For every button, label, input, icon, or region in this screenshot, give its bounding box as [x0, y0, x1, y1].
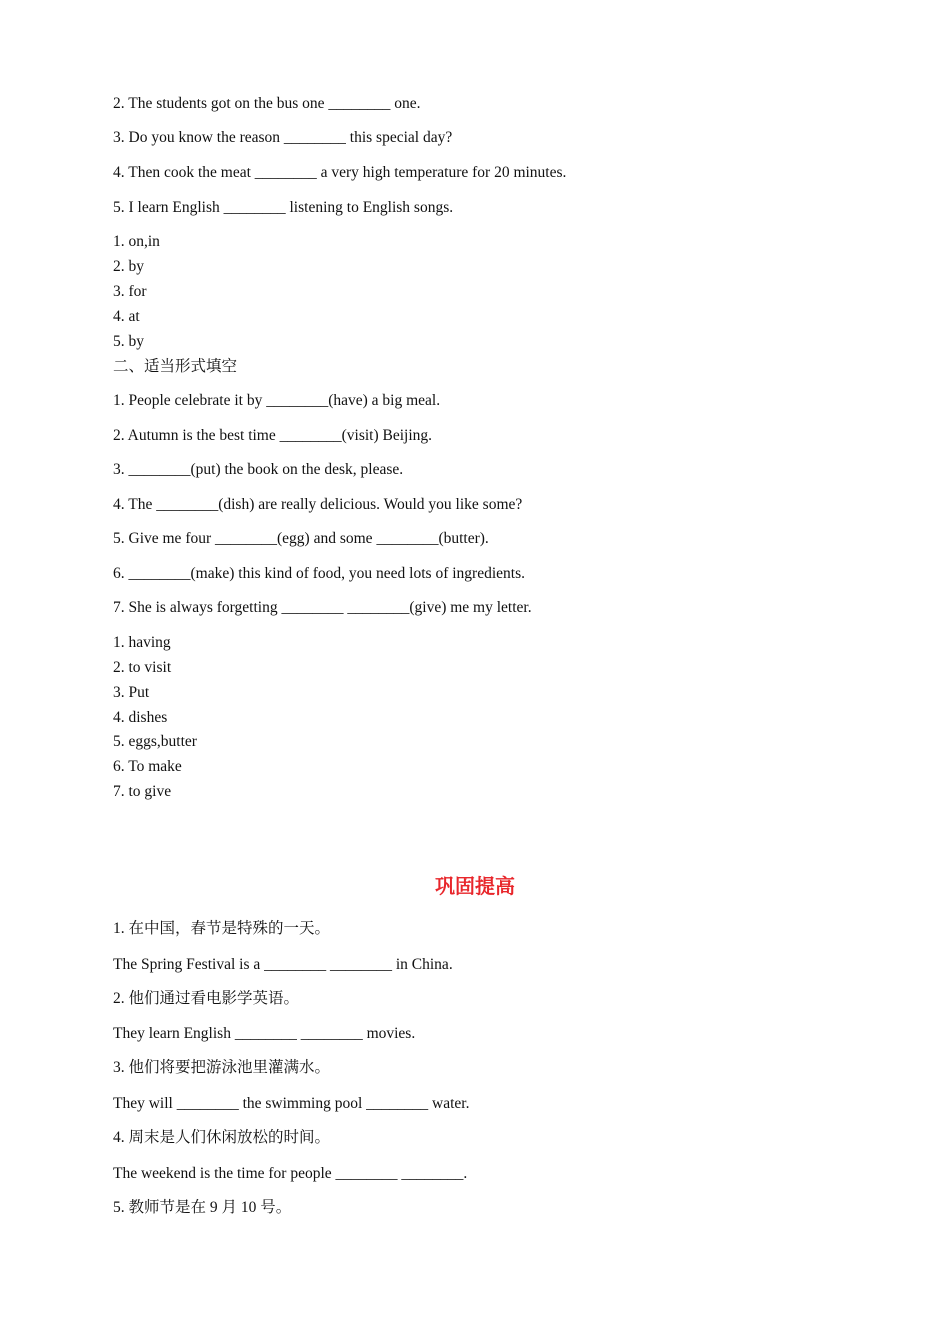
fill-answer-3: 3. Put [113, 684, 150, 701]
section-title: 巩固提高 [435, 874, 515, 898]
question-4: 4. Then cook the meat ________ a very high temperature for 20 minutes. [113, 164, 567, 181]
fill-question-5: 5. Give me four ________(egg) and some ________(butter). [113, 530, 489, 547]
translation-prompt-4: 4. 周末是人们休闲放松的时间。 [113, 1129, 331, 1146]
fill-question-3: 3. ________(put) the book on the desk, please. [113, 461, 404, 478]
fill-answer-2: 2. to visit [113, 659, 172, 676]
fill-answer-5: 5. eggs,butter [113, 733, 197, 750]
answer-5: 5. by [113, 333, 144, 350]
question-3: 3. Do you know the reason ________ this special day? [113, 129, 453, 146]
section-heading: 二、适当形式填空 [113, 358, 238, 375]
fill-question-4: 4. The ________(dish) are really delicious. Would you like some? [113, 496, 523, 513]
fill-question-7: 7. She is always forgetting ________ ________(give) me my letter. [113, 599, 532, 616]
question-2: 2. The students got on the bus one ________ one. [113, 95, 421, 112]
answer-4: 4. at [113, 308, 140, 325]
translation-prompt-2: 2. 他们通过看电影学英语。 [113, 990, 300, 1007]
fill-question-6: 6. ________(make) this kind of food, you need lots of ingredients. [113, 565, 525, 582]
question-5: 5. I learn English ________ listening to English songs. [113, 199, 454, 216]
fill-answer-1: 1. having [113, 634, 171, 651]
fill-answer-6: 6. To make [113, 758, 182, 775]
translation-prompt-3: 3. 他们将要把游泳池里灌满水。 [113, 1059, 331, 1076]
translation-sentence-2: They learn English ________ ________ movies. [113, 1025, 416, 1042]
fill-question-1: 1. People celebrate it by ________(have) a big meal. [113, 392, 441, 409]
translation-sentence-1: The Spring Festival is a ________ ________ in China. [113, 956, 453, 973]
translation-prompt-1: 1. 在中国，春节是特殊的一天。 [113, 920, 331, 937]
translation-sentence-4: The weekend is the time for people ________ ________. [113, 1165, 468, 1182]
answer-1: 1. on,in [113, 233, 160, 250]
fill-answer-7: 7. to give [113, 783, 172, 800]
fill-answer-4: 4. dishes [113, 709, 168, 726]
fill-question-2: 2. Autumn is the best time ________(visit) Beijing. [113, 427, 433, 444]
translation-prompt-5: 5. 教师节是在 9 月 10 号。 [113, 1199, 292, 1216]
answer-2: 2. by [113, 258, 144, 275]
answer-3: 3. for [113, 283, 147, 300]
translation-sentence-3: They will ________ the swimming pool ________ water. [113, 1095, 470, 1112]
